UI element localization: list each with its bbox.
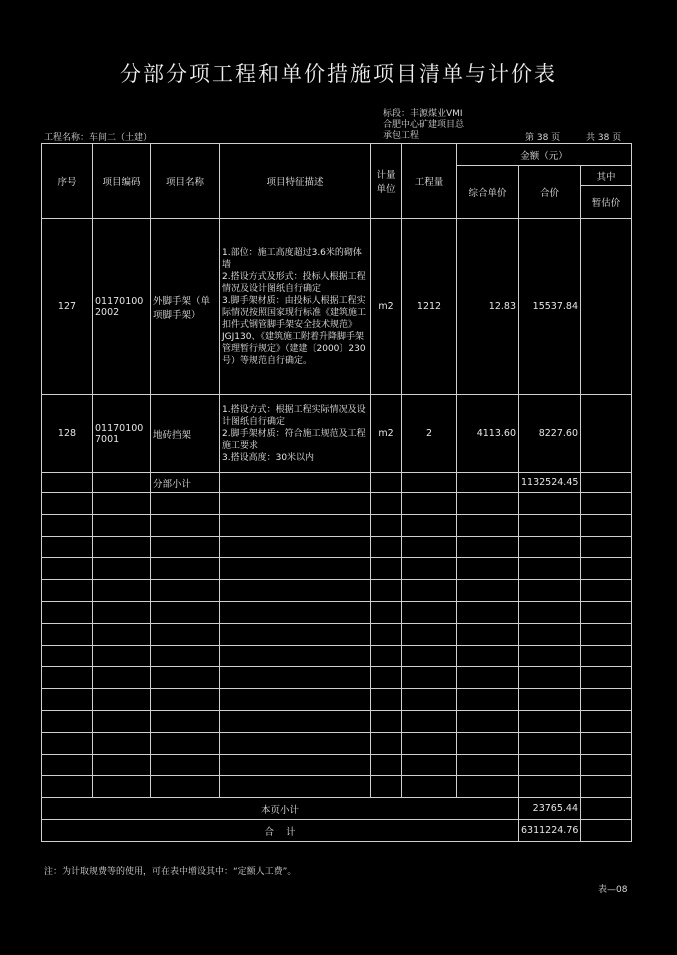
project-info-line-2: 合肥中心矿建项目总 <box>383 120 465 130</box>
empty-cell <box>519 601 581 623</box>
empty-cell <box>93 514 151 536</box>
row-unit: m2 <box>371 395 402 473</box>
subtotal-label: 分部小计 <box>151 473 220 493</box>
empty-cell <box>519 580 581 602</box>
empty-cell <box>151 558 220 580</box>
empty-row <box>42 536 632 558</box>
feature-line: 1.搭设方式：根据工程实际情况及设计图纸自行确定 <box>222 404 366 427</box>
empty-cell <box>93 601 151 623</box>
empty-cell <box>371 601 402 623</box>
empty-cell <box>581 493 632 515</box>
empty-cell <box>457 689 519 711</box>
empty-cell <box>519 710 581 732</box>
empty-cell <box>457 667 519 689</box>
empty-cell <box>519 493 581 515</box>
empty-cell <box>402 732 457 754</box>
feature-line: 3.搭设高度：30米以内 <box>222 452 315 463</box>
row-unit: m2 <box>371 219 402 395</box>
empty-cell <box>93 732 151 754</box>
empty-cell <box>220 776 371 798</box>
col-header-name: 项目名称 <box>151 144 220 219</box>
empty-cell <box>151 493 220 515</box>
project-info-line-1: 标段：丰源煤业VMI <box>383 109 463 119</box>
empty-cell <box>519 645 581 667</box>
empty-cell <box>371 514 402 536</box>
row-name: 外脚手架（单项脚手架） <box>151 219 220 395</box>
empty-row <box>42 667 632 689</box>
empty-cell <box>42 645 93 667</box>
empty-cell <box>581 754 632 776</box>
col-header-unit: 计量单位 <box>371 144 402 219</box>
empty-cell <box>402 514 457 536</box>
empty-cell <box>93 710 151 732</box>
row-feature <box>220 219 371 395</box>
row-name: 地砖挡架 <box>151 395 220 473</box>
row-est <box>581 395 632 473</box>
empty-cell <box>42 667 93 689</box>
empty-cell <box>42 580 93 602</box>
empty-cell <box>93 580 151 602</box>
empty-cell <box>220 536 371 558</box>
empty-cell <box>220 601 371 623</box>
blank-rows <box>42 493 632 798</box>
empty-cell <box>151 645 220 667</box>
grand-total-total: 6311224.76 <box>519 820 581 842</box>
row-code: 011701002002 <box>93 219 151 395</box>
empty-cell <box>220 754 371 776</box>
empty-cell <box>519 776 581 798</box>
page-subtotal-row <box>42 798 632 820</box>
empty-cell <box>371 754 402 776</box>
empty-cell <box>581 601 632 623</box>
row-total: 8227.60 <box>519 395 581 473</box>
page-subtotal-total: 23765.44 <box>519 798 581 820</box>
empty-cell <box>42 754 93 776</box>
empty-cell <box>42 689 93 711</box>
row-feature <box>220 395 371 473</box>
empty-cell <box>402 667 457 689</box>
feature-line: 3.脚手架材质：由投标人根据工程实际情况按照国家现行标准《建筑施工扣件式钢管脚手架安全技术规范》JGJ130、《建筑施工附着升降脚手架管理暂行规定》（建建〔2000〕230号）等规范自行确定。 <box>222 295 367 366</box>
pricing-table <box>41 143 632 842</box>
empty-cell <box>42 558 93 580</box>
empty-cell <box>220 667 371 689</box>
empty-cell <box>42 493 93 515</box>
empty-cell <box>151 623 220 645</box>
empty-cell <box>42 623 93 645</box>
row-total: 15537.84 <box>519 219 581 395</box>
table-row <box>42 395 632 473</box>
empty-cell <box>402 580 457 602</box>
empty-cell <box>457 601 519 623</box>
table-row <box>42 219 632 395</box>
col-header-total: 合价 <box>519 166 581 219</box>
empty-cell <box>42 776 93 798</box>
empty-cell <box>220 710 371 732</box>
empty-cell <box>457 623 519 645</box>
empty-cell <box>220 514 371 536</box>
empty-cell <box>371 732 402 754</box>
feature-line: 2.搭设方式及形式：投标人根据工程情况及设计图纸自行确定 <box>222 271 366 294</box>
empty-cell <box>42 601 93 623</box>
feature-line: 2.脚手架材质：符合施工规范及工程施工要求 <box>222 428 366 451</box>
empty-cell <box>402 645 457 667</box>
empty-cell <box>93 667 151 689</box>
empty-cell <box>581 710 632 732</box>
empty-cell <box>151 514 220 536</box>
empty-cell <box>457 493 519 515</box>
row-unit-price: 4113.60 <box>457 395 519 473</box>
empty-cell <box>220 689 371 711</box>
row-code: 011701007001 <box>93 395 151 473</box>
empty-cell <box>93 558 151 580</box>
col-header-feature: 项目特征描述 <box>220 144 371 219</box>
empty-cell <box>151 667 220 689</box>
empty-cell <box>371 645 402 667</box>
page-title: 分部分项工程和单价措施项目清单与计价表 <box>120 62 557 86</box>
project-name-label: 工程名称：车间二（土建） <box>44 133 153 143</box>
empty-row <box>42 580 632 602</box>
empty-cell <box>371 536 402 558</box>
empty-cell <box>581 623 632 645</box>
empty-cell <box>581 667 632 689</box>
empty-row <box>42 558 632 580</box>
empty-cell <box>151 776 220 798</box>
empty-cell <box>220 645 371 667</box>
page-number-label: 第 38 页 <box>525 133 561 143</box>
empty-cell <box>151 536 220 558</box>
empty-cell <box>581 689 632 711</box>
row-est <box>581 219 632 395</box>
row-unit-price: 12.83 <box>457 219 519 395</box>
empty-cell <box>371 493 402 515</box>
empty-cell <box>220 732 371 754</box>
empty-cell <box>581 732 632 754</box>
empty-cell <box>42 732 93 754</box>
empty-row <box>42 514 632 536</box>
project-info-line-3: 承包工程 <box>383 131 420 141</box>
empty-cell <box>519 754 581 776</box>
empty-cell <box>457 536 519 558</box>
empty-cell <box>371 667 402 689</box>
empty-cell <box>581 514 632 536</box>
empty-cell <box>371 776 402 798</box>
empty-row <box>42 493 632 515</box>
row-qty: 2 <box>402 395 457 473</box>
empty-row <box>42 645 632 667</box>
empty-cell <box>93 776 151 798</box>
empty-cell <box>402 623 457 645</box>
grand-total-label: 合 计 <box>42 820 519 842</box>
col-header-unit-price: 综合单价 <box>457 166 519 219</box>
empty-cell <box>457 754 519 776</box>
page-code: 表—08 <box>598 885 628 895</box>
row-seq: 128 <box>42 395 93 473</box>
empty-cell <box>220 580 371 602</box>
row-qty: 1212 <box>402 219 457 395</box>
subtotal-row <box>42 473 632 493</box>
empty-cell <box>519 514 581 536</box>
empty-cell <box>519 732 581 754</box>
empty-cell <box>42 710 93 732</box>
empty-cell <box>402 601 457 623</box>
empty-cell <box>151 689 220 711</box>
empty-cell <box>151 710 220 732</box>
empty-cell <box>457 558 519 580</box>
empty-cell <box>457 710 519 732</box>
empty-cell <box>220 493 371 515</box>
empty-cell <box>402 754 457 776</box>
empty-cell <box>93 493 151 515</box>
empty-row <box>42 623 632 645</box>
empty-cell <box>42 514 93 536</box>
empty-cell <box>151 580 220 602</box>
empty-cell <box>581 536 632 558</box>
empty-cell <box>402 776 457 798</box>
total-pages-label: 共 38 页 <box>586 133 622 143</box>
empty-cell <box>519 623 581 645</box>
empty-cell <box>581 645 632 667</box>
footer-note: 注：为计取规费等的使用，可在表中增设其中：“定额人工费”。 <box>44 867 297 877</box>
subtotal-total: 1132524.45 <box>519 473 581 493</box>
grand-total-row <box>42 820 632 842</box>
col-header-of-which: 其中 <box>581 166 632 186</box>
empty-cell <box>42 536 93 558</box>
empty-cell <box>519 558 581 580</box>
empty-cell <box>371 580 402 602</box>
empty-row <box>42 601 632 623</box>
col-header-est-price: 暂估价 <box>581 186 632 219</box>
empty-cell <box>457 732 519 754</box>
empty-cell <box>581 580 632 602</box>
empty-cell <box>93 536 151 558</box>
empty-cell <box>93 645 151 667</box>
empty-cell <box>402 493 457 515</box>
col-header-amount: 金额（元） <box>457 144 632 166</box>
empty-cell <box>402 558 457 580</box>
empty-row <box>42 776 632 798</box>
empty-cell <box>151 601 220 623</box>
empty-cell <box>371 558 402 580</box>
empty-cell <box>371 623 402 645</box>
empty-cell <box>457 580 519 602</box>
empty-cell <box>519 667 581 689</box>
feature-line: 1.部位：施工高度超过3.6米的砌体墙 <box>222 247 362 270</box>
col-header-seq: 序号 <box>42 144 93 219</box>
empty-cell <box>371 689 402 711</box>
empty-cell <box>581 776 632 798</box>
empty-cell <box>220 623 371 645</box>
row-seq: 127 <box>42 219 93 395</box>
empty-cell <box>151 754 220 776</box>
col-header-qty: 工程量 <box>402 144 457 219</box>
empty-cell <box>93 689 151 711</box>
empty-cell <box>402 536 457 558</box>
empty-cell <box>371 710 402 732</box>
empty-row <box>42 710 632 732</box>
empty-cell <box>457 776 519 798</box>
empty-cell <box>457 645 519 667</box>
empty-cell <box>581 558 632 580</box>
empty-cell <box>402 710 457 732</box>
empty-cell <box>402 689 457 711</box>
page-subtotal-label: 本页小计 <box>42 798 519 820</box>
empty-cell <box>519 689 581 711</box>
empty-row <box>42 689 632 711</box>
empty-row <box>42 732 632 754</box>
empty-cell <box>93 754 151 776</box>
empty-cell <box>93 623 151 645</box>
empty-cell <box>151 732 220 754</box>
empty-cell <box>457 514 519 536</box>
col-header-code: 项目编码 <box>93 144 151 219</box>
empty-row <box>42 754 632 776</box>
empty-cell <box>519 536 581 558</box>
empty-cell <box>220 558 371 580</box>
